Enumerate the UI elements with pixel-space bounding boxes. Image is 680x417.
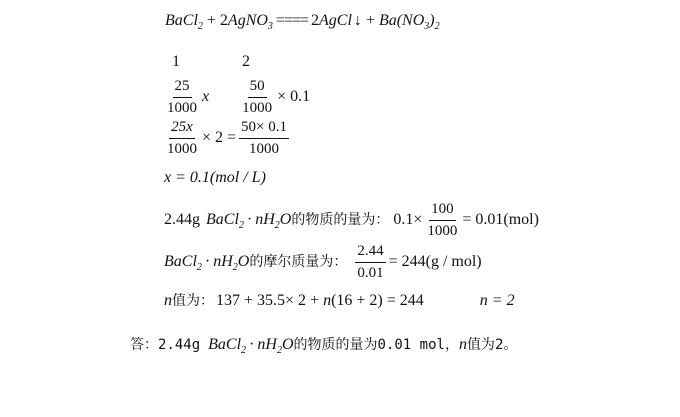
bacl2-formula: BaCl$_2$ — [165, 12, 203, 32]
ratio-left: 1 — [172, 53, 180, 70]
agno3-formula: 2AgNO$_3$ — [219, 12, 273, 32]
ratio-right: 2 — [242, 53, 250, 70]
fraction-50-1000: $\frac{50}{1000}$ — [242, 78, 273, 116]
hydrate-formula: BaCl$_2$ · $nH_2O$ — [164, 253, 250, 273]
hydrate-formula: BaCl$_2$ · $nH_2O$ — [206, 211, 292, 231]
precipitate-arrow-icon: ↓ — [353, 12, 362, 29]
n-value-line: n 值为： 137 + 35.5× 2 + n (16 + 2) = 244 n = 2 — [164, 292, 515, 309]
bano3-formula: $Ba(NO_3)_2$ — [378, 12, 440, 32]
hydrate-formula: BaCl$_2$ · $nH_2O$ — [208, 336, 294, 356]
reaction-arrow: ==== — [275, 12, 309, 29]
fraction-5-1000: $\frac{50\times 0.1}{1000}$ — [241, 119, 288, 157]
amounts-row: $\frac{25}{1000}$ x $\frac{50}{1000}$ × 0.1 — [167, 78, 311, 116]
fraction-25-1000: $\frac{25}{1000}$ — [167, 78, 197, 116]
molar-mass-line: BaCl$_2$ · $nH_2O$ 的摩尔质量为： $\frac{2.44}{0.01}$ = 244(g / mol) — [164, 243, 482, 281]
concentration-result: x = 0.1(mol / L) — [164, 169, 266, 186]
fraction-100-1000: $\frac{100}{1000}$ — [427, 201, 458, 239]
ratio-row — [172, 54, 250, 70]
answer-line: 答：2.44g BaCl$_2$ · $nH_2O$ 的物质的量为 0.01 mol ， n 值为 2。 — [130, 336, 518, 356]
agcl-formula: 2AgCl — [311, 12, 352, 29]
moles-line: 2.44g BaCl$_2$ · $nH_2O$ 的物质的量为： 0.1× $\frac{100}{1000}$ = 0.01(mol) — [164, 201, 539, 239]
reaction-equation: BaCl$_2$ + 2AgNO$_3$ ==== 2AgCl ↓ + $Ba(NO_3)_2$ — [165, 12, 440, 32]
fraction-25x-1000: $\frac{25x}{1000}$ — [167, 119, 197, 157]
fraction-2-44-0-01: $\frac{2.44}{0.01}$ — [357, 243, 384, 281]
proportion-equation: $\frac{25x}{1000}$ × 2 = $\frac{50\times 0.1}{1000}$ — [167, 119, 288, 157]
